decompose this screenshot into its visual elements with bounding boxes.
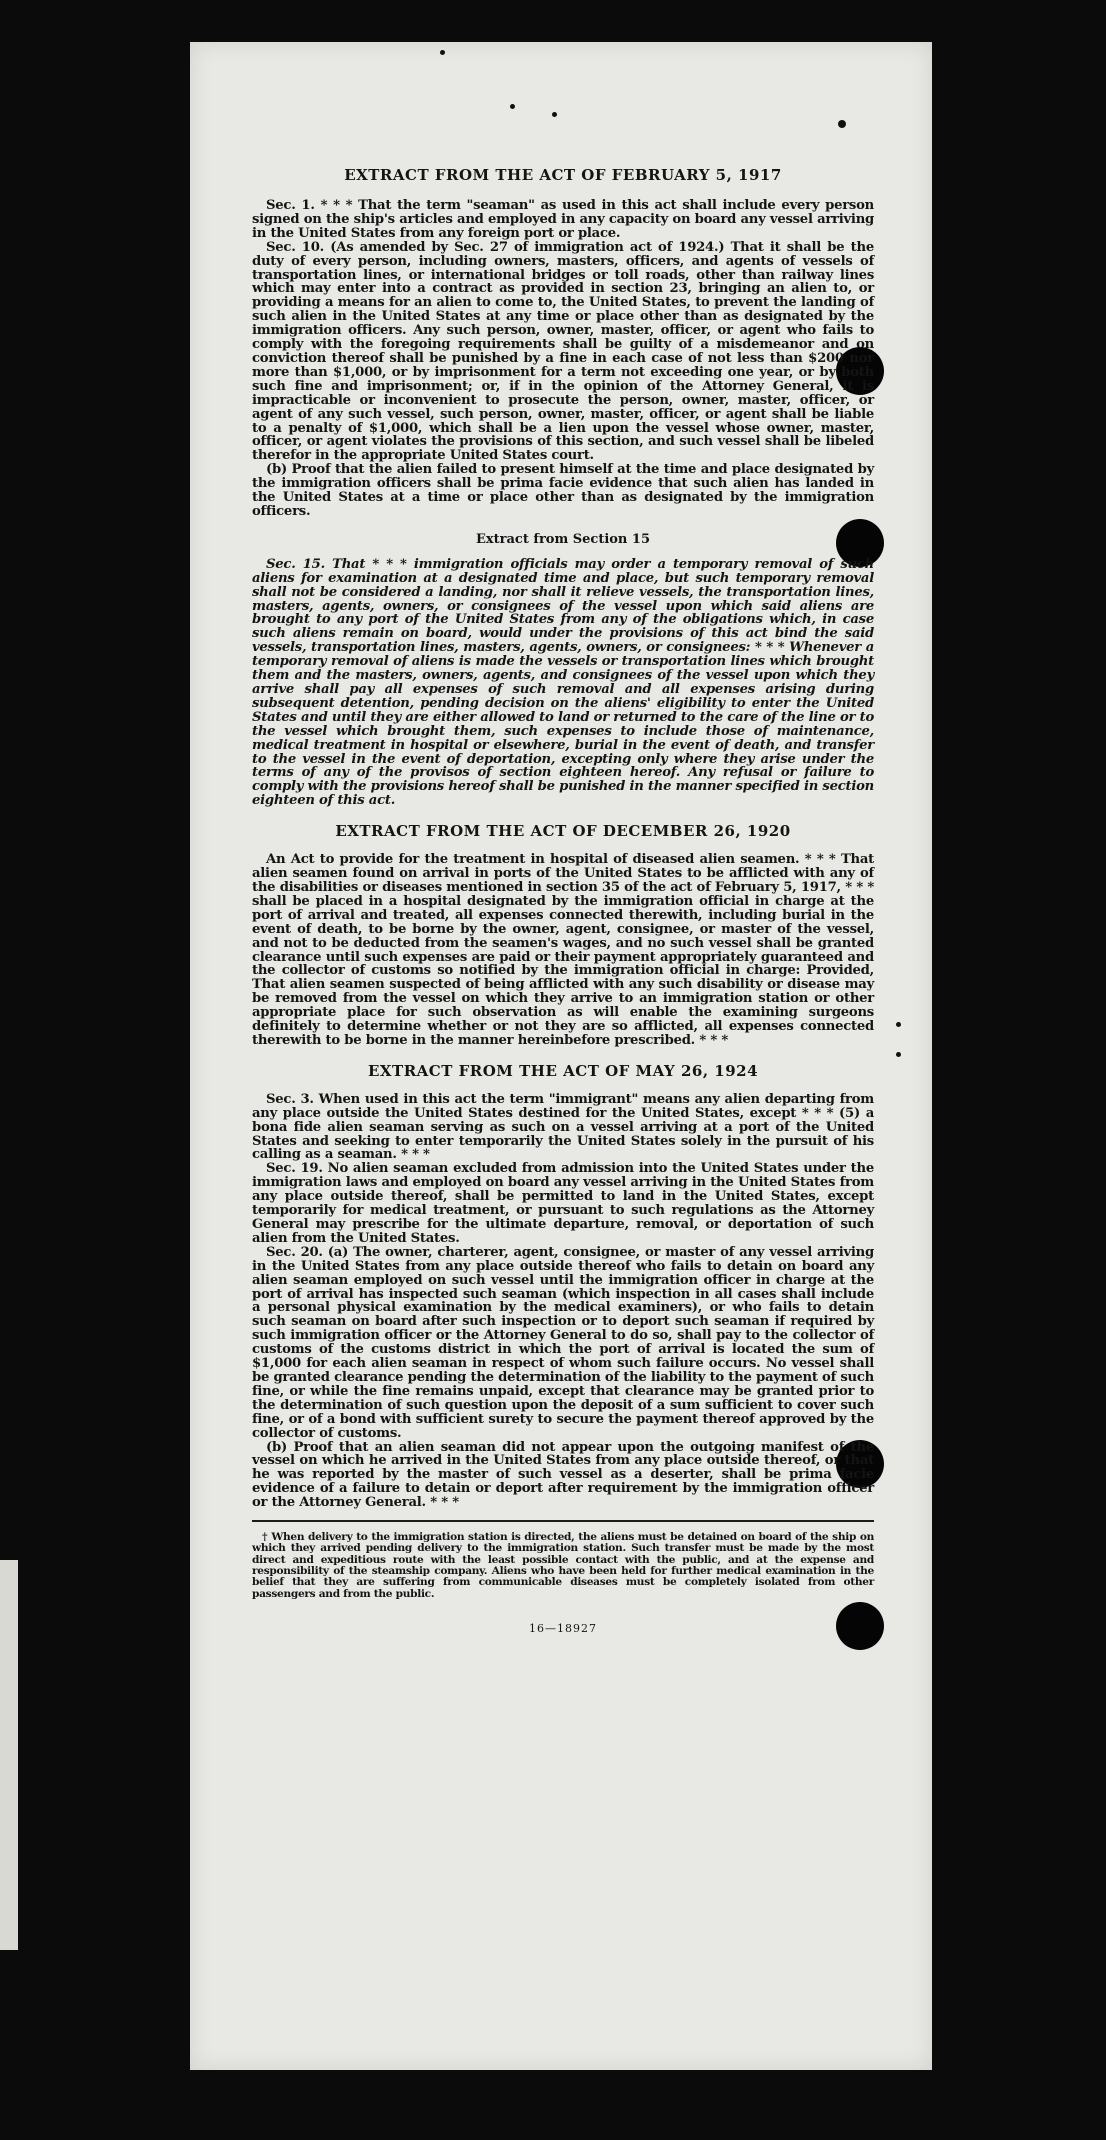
document-body — [252, 166, 874, 1635]
dust-speck — [440, 50, 445, 55]
section-20b-paragraph: (b) Proof that an alien seaman did not appear upon the outgoing manifest of the vessel on which he arrived in the United States from any place outside thereof, or that he was reported by the master of such vessel as a deserter, shall be prima facie evidence of a failure to detain or deport after requirement by the immigration officer or the Attorney General. * * * — [252, 1439, 874, 1511]
section-10b-paragraph: (b) Proof that the alien failed to present himself at the time and place designated by the immigration officers shall be prima facie evidence that such alien has landed in the United States at a time or place other than as designated by the immigration officers. — [252, 462, 874, 519]
heading-section-15: Extract from Section 15 — [475, 531, 651, 547]
scan-edge-strip — [0, 1560, 18, 1950]
heading-act-dec-1920: EXTRACT FROM THE ACT OF DECEMBER 26, 1920 — [335, 822, 791, 841]
hospital-treatment-paragraph: An Act to provide for the treatment in hospital of diseased alien seamen. * * * That alien seamen found on arrival in ports of the United States to be afflicted with any of the disabilities or diseases mentioned in section 35 of the act of February 5, 1917, * * * shall be placed in a hospital designated by the immigration official in charge at the port of arrival and treated, all expenses connected therewith, including burial in the event of death, to be borne by the owner, agent, consignee, or master of the vessel, and not to be deducted from the seamen's wages, and no such vessel shall be granted clearance until such expenses are paid or their payment appropriately guaranteed and the collector of customs so notified by the immigration official in charge: Provided, That alien seamen suspected of being afflicted with any such disability or disease may be removed from the vessel on which they arrive to an immigration station or other appropriate place for such observation as will enable the examining surgeons definitely to determine whether or not they are so afflicted, all expenses connected therewith to be borne in the manner hereinbefore prescribed. * * * — [252, 852, 874, 1048]
section-19-paragraph: Sec. 19. No alien seaman excluded from admission into the United States under the immigration laws and employed on board any vessel arriving in the United States from any place outside thereof, shall be permitted to land in the United States, except temporarily for medical treatment, or pursuant to such regulations as the Attorney General may prescribe for the ultimate departure, removal, or deportation of such alien from the United States. — [252, 1161, 874, 1246]
footnote: † When delivery to the immigration station is directed, the aliens must be detained on board of the ship on which they arrived pending delivery to the immigration station. Such transfer must be made by the most direct and expeditious route with the least possible contact with the public, and at the expense and responsibility of the steamship company. Aliens who have been held for further medical examination in the belief that they are suffering from communicable diseases must be completely isolated from other passengers and from the public. — [252, 1531, 874, 1600]
heading-act-feb-1917: EXTRACT FROM THE ACT OF FEBRUARY 5, 1917 — [344, 166, 782, 184]
section-15-paragraph: Sec. 15. That * * * immigration officials may order a temporary removal of such aliens for examination at a designated time and place, but such temporary removal shall not be considered a landing, nor shall it relieve vessels, the transportation lines, masters, agents, owners, or consignees of the vessel upon which said aliens are brought to any port of the United States from any of the obligations which, in case such aliens remain on board, would under the provisions of this act bind the said vessels, transportation lines, masters, agents, owners, or consignees: * * * Whenever a temporary removal of aliens is made the vessels or transportation lines which brought them and the masters, owners, agents, and consignees of the vessel upon which they arrive shall pay all expenses of such removal and all expenses arising during subsequent detention, pending decision on the aliens' eligibility to enter the United States and until they are either allowed to land or returned to the care of the line or to the vessel which brought them, such expenses to include those of maintenance, medical treatment in hospital or elsewhere, burial in the event of death, and transfer to the vessel in the event of deportation, excepting only where they arise under the terms of any of the provisos of section eighteen hereof. Any refusal or failure to comply with the provisions hereof shall be punished in the manner specified in section eighteen of this act. — [252, 556, 874, 809]
heading-act-may-1924: EXTRACT FROM THE ACT OF MAY 26, 1924 — [367, 1061, 759, 1080]
section-1-paragraph: Sec. 1. * * * That the term "seaman" as used in this act shall include every person signed on the ship's articles and employed in any capacity on board any vessel arriving in the United States from any foreign port or place. — [252, 198, 874, 241]
section-3-paragraph: Sec. 3. When used in this act the term "immigrant" means any alien departing from any place outside the United States destined for the United States, except * * * (5) a bona fide alien seaman serving as such on a vessel arriving at a port of the United States and seeking to enter temporarily the United States solely in the pursuit of his calling as a seaman. * * * — [252, 1091, 874, 1163]
dust-speck — [510, 104, 515, 109]
dust-speck — [896, 1052, 901, 1057]
section-10-paragraph: Sec. 10. (As amended by Sec. 27 of immigration act of 1924.) That it shall be the duty of every person, including owners, masters, officers, and agents of vessels of transportation lines, or international bridges or toll roads, other than railway lines which may enter into a contract as provided in section 23, bringing an alien to, or providing a means for an alien to come to, the United States, to prevent the landing of such alien in the United States at any time or place other than as designated by the immigration officers. Any such person, owner, master, officer, or agent who fails to comply with the foregoing requirements shall be guilty of a misdemeanor and on conviction thereof shall be punished by a fine in each case of not less than $200 nor more than $1,000, or by imprisonment for a term not exceeding one year, or by both such fine and imprisonment; or, if in the opinion of the Attorney General, it is impracticable or inconvenient to prosecute the person, owner, master, officer, or agent of any such vessel, such person, owner, master, officer, or agent shall be liable to a penalty of $1,000, which shall be a lien upon the vessel whose owner, master, officer, or agent violates the provisions of this section, and such vessel shall be libeled therefor in the appropriate United States court. — [252, 239, 874, 464]
document-page — [190, 42, 932, 2070]
form-number: 16—18927 — [529, 1621, 597, 1635]
dust-speck — [552, 112, 557, 117]
section-20a-paragraph: Sec. 20. (a) The owner, charterer, agent, consignee, or master of any vessel arriving in the United States from any place outside thereof who fails to detain on board any alien seaman employed on such vessel until the immigration officer in charge at the port of arrival has inspected such seaman (which inspection in all cases shall include a personal physical examination by the medical examiners), or who fails to detain such seaman on board after such inspection or to deport such seaman if required by such immigration officer or the Attorney General to do so, shall pay to the collector of customs of the customs district in which the port of arrival is located the sum of $1,000 for each alien seaman in respect of whom such failure occurs. No vessel shall be granted clearance pending the determination of the liability to the payment of such fine, or while the fine remains unpaid, except that clearance may be granted prior to the determination of such question upon the deposit of a sum sufficient to cover such fine, or of a bond with sufficient surety to secure the payment thereof approved by the collector of customs. — [252, 1244, 874, 1441]
dust-speck — [838, 120, 846, 128]
dust-speck — [896, 1022, 901, 1027]
